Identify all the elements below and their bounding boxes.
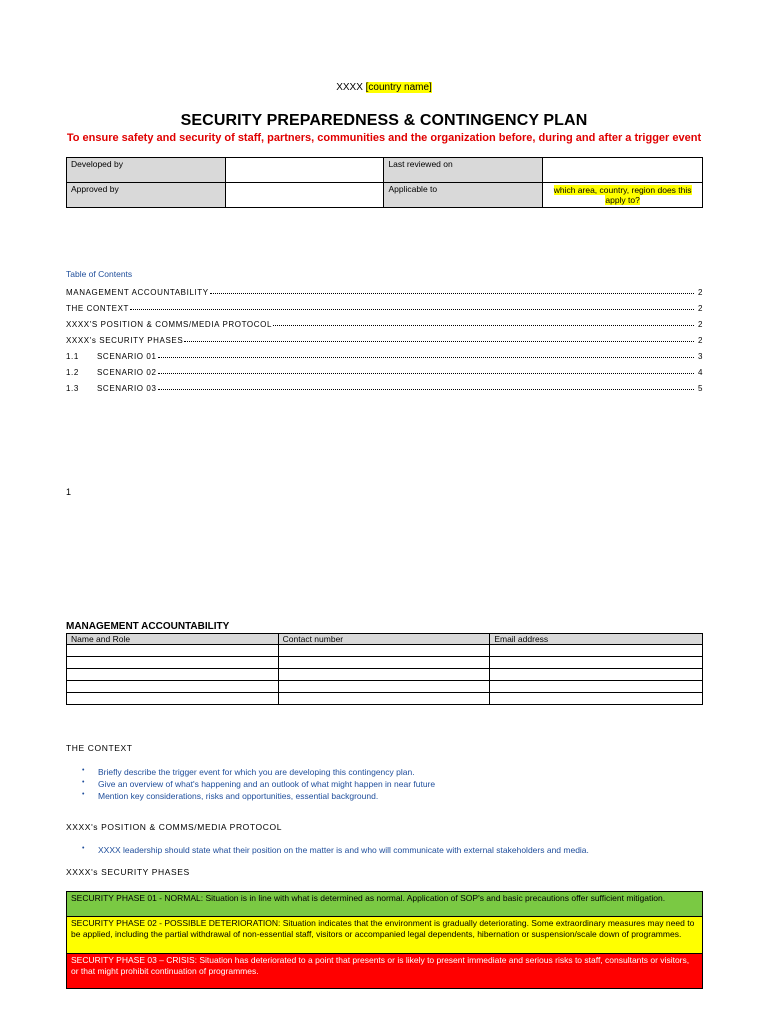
toc-leader-dots	[158, 389, 694, 390]
table-cell[interactable]	[278, 681, 490, 693]
toc-leader-dots	[210, 293, 694, 294]
toc-entry-page: 2	[697, 320, 703, 329]
table-cell[interactable]	[490, 657, 703, 669]
toc-title: Table of Contents	[66, 269, 133, 279]
country-prefix: XXXX	[336, 82, 363, 93]
toc-entry[interactable]	[66, 361, 703, 377]
toc-entry-label: SCENARIO 03	[97, 384, 157, 393]
table-cell[interactable]	[67, 681, 279, 693]
table-row	[67, 681, 703, 693]
management-table	[66, 633, 703, 705]
toc-entry-number: 1.3	[66, 384, 79, 393]
position-heading: XXXX's POSITION & COMMS/MEDIA PROTOCOL	[66, 822, 283, 832]
table-cell[interactable]	[67, 669, 279, 681]
list-item: • Briefly describe the trigger event for which you are developing this contingency plan.	[82, 767, 435, 779]
document-meta-table	[66, 157, 703, 208]
col-name-role: Name and Role	[67, 634, 279, 645]
table-cell[interactable]	[278, 657, 490, 669]
toc-entry-number: 1.2	[66, 368, 79, 377]
toc-entry[interactable]	[66, 313, 703, 329]
toc-entry[interactable]	[66, 329, 703, 345]
table-cell[interactable]	[278, 669, 490, 681]
table-cell[interactable]	[278, 693, 490, 705]
table-cell[interactable]	[67, 693, 279, 705]
toc-leader-dots	[184, 341, 694, 342]
last-reviewed-field[interactable]	[543, 158, 703, 183]
position-bullets	[82, 845, 589, 857]
security-phase-deterioration: SECURITY PHASE 02 - POSSIBLE DETERIORATION: Situation indicates that the environment is gradually deteriorating. Some extraordinary measures may need to be applied, including the partial withdrawal of non-essential staff, visitors or accompanied legal dependents, hibernation or suspension/scale down of programmes.	[67, 917, 703, 954]
last-reviewed-label: Last reviewed on	[384, 158, 543, 183]
table-cell[interactable]	[490, 645, 703, 657]
toc-entry-label: XXXX's SECURITY PHASES	[66, 336, 184, 345]
toc-leader-dots	[158, 357, 694, 358]
toc-entry-page: 4	[697, 368, 703, 377]
toc-entry-page: 5	[697, 384, 703, 393]
toc-entry-label: MANAGEMENT ACCOUNTABILITY	[66, 288, 209, 297]
table-row	[67, 669, 703, 681]
applicable-to-label: Applicable to	[384, 183, 543, 208]
table-of-contents	[66, 281, 703, 393]
toc-entry[interactable]	[66, 377, 703, 393]
developed-by-field[interactable]	[225, 158, 384, 183]
toc-entry-label: XXXX'S POSITION & COMMS/MEDIA PROTOCOL	[66, 320, 272, 329]
toc-entry[interactable]	[66, 345, 703, 361]
list-item: • Mention key considerations, risks and opportunities, essential background.	[82, 791, 435, 803]
table-cell[interactable]	[278, 645, 490, 657]
table-cell[interactable]	[67, 645, 279, 657]
security-phase-normal: SECURITY PHASE 01 - NORMAL: Situation is in line with what is determined as normal. Application of SOP's and basic precautions offer sufficient mitigation.	[67, 892, 703, 917]
table-row	[67, 693, 703, 705]
management-heading: MANAGEMENT ACCOUNTABILITY	[66, 621, 230, 632]
toc-leader-dots	[273, 325, 694, 326]
country-name-placeholder[interactable]: [country name]	[365, 82, 432, 93]
toc-entry-page: 2	[697, 288, 703, 297]
country-line	[0, 82, 768, 93]
security-phases-table	[66, 891, 703, 989]
toc-entry-page: 3	[697, 352, 703, 361]
document-subtitle: To ensure safety and security of staff, partners, communities and the organization before, during and after a trigger event	[66, 132, 702, 144]
toc-entry-number: 1.1	[66, 352, 79, 361]
applicable-to-hint: which area, country, region does this apply to?	[553, 185, 692, 205]
phases-heading: XXXX's SECURITY PHASES	[66, 867, 190, 877]
toc-entry-label: SCENARIO 01	[97, 352, 157, 361]
col-contact-number: Contact number	[278, 634, 490, 645]
col-email-address: Email address	[490, 634, 703, 645]
toc-leader-dots	[158, 373, 694, 374]
security-phase-crisis: SECURITY PHASE 03 – CRISIS: Situation has deteriorated to a point that presents or is likely to present immediate and serious risks to staff, consultants or visitors, or that might prohibit continuation of programmes.	[67, 954, 703, 989]
toc-entry[interactable]	[66, 297, 703, 313]
table-cell[interactable]	[490, 693, 703, 705]
table-cell[interactable]	[490, 669, 703, 681]
developed-by-label: Developed by	[67, 158, 226, 183]
approved-by-field[interactable]	[225, 183, 384, 208]
page-number: 1	[66, 487, 72, 497]
table-row	[67, 657, 703, 669]
toc-leader-dots	[130, 309, 694, 310]
toc-entry-page: 2	[697, 304, 703, 313]
document-title: SECURITY PREPAREDNESS & CONTINGENCY PLAN	[180, 112, 588, 129]
toc-entry-label: THE CONTEXT	[66, 304, 130, 313]
context-bullets	[82, 767, 435, 803]
table-cell[interactable]	[490, 681, 703, 693]
table-cell[interactable]	[67, 657, 279, 669]
table-row	[67, 645, 703, 657]
toc-entry[interactable]	[66, 281, 703, 297]
toc-entry-page: 2	[697, 336, 703, 345]
applicable-to-field[interactable]	[543, 183, 703, 208]
list-item: • XXXX leadership should state what their position on the matter is and who will communicate with external stakeholders and media.	[82, 845, 589, 857]
approved-by-label: Approved by	[67, 183, 226, 208]
context-heading: THE CONTEXT	[66, 743, 133, 753]
list-item: • Give an overview of what's happening and an outlook of what might happen in near future	[82, 779, 435, 791]
toc-entry-label: SCENARIO 02	[97, 368, 157, 377]
